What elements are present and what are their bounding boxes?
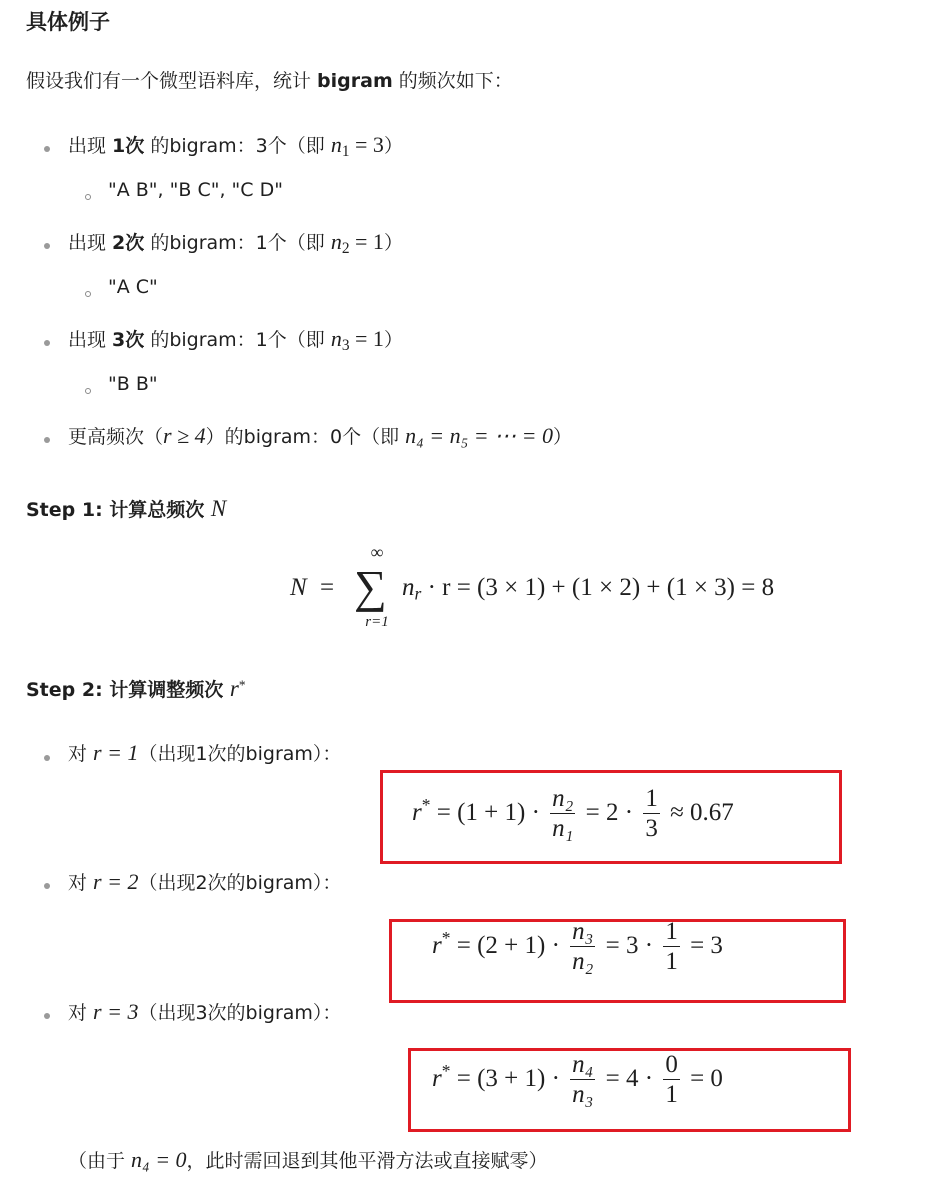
bullet-dot — [44, 755, 50, 761]
sub-bullet-circle — [85, 291, 91, 297]
step1-heading: Step 1: 计算总频次 N — [26, 496, 227, 521]
bullet-dot — [44, 340, 50, 346]
intro-paragraph: 假设我们有一个微型语料库，统计 bigram 的频次如下： — [26, 70, 513, 92]
step2-heading: Step 2: 计算调整频次 r* — [26, 676, 246, 701]
list-sub-item: "A B", "B C", "C D" — [108, 179, 283, 201]
case1-equation: r* = (1 + 1) · $\frac{\text{n₂}}{\text{n₁}}$ = 2 · $\frac{1}{3}$ ≈ 0.67 — [412, 785, 734, 842]
case3-equation: r* = (3 + 1) · $\frac{\text{n₄}}{\text{n₃}}$ = 4 · $\frac{0}{1}$ = 0 — [432, 1051, 723, 1108]
sub-bullet-circle — [85, 194, 91, 200]
list-sub-item: "A C" — [108, 276, 158, 298]
case-item: 对 r = 2（出现2次的bigram）： — [68, 869, 342, 894]
bullet-dot — [44, 1013, 50, 1019]
bullet-dot — [44, 146, 50, 152]
case2-equation: r* = (2 + 1) · $\frac{\text{n₃}}{\text{n₂}}$ = 3 · $\frac{1}{1}$ = 3 — [432, 918, 723, 975]
sub-bullet-circle — [85, 388, 91, 394]
bullet-dot — [44, 243, 50, 249]
list-item: 出现 1次 的bigram：3个（即 $n_1 = 3$） — [68, 132, 403, 160]
case-item: 对 r = 3（出现3次的bigram）： — [68, 999, 342, 1024]
list-item: 出现 2次 的bigram：1个（即 $n_2 = 1$） — [68, 229, 403, 257]
section-heading: 具体例子 — [26, 10, 110, 34]
bullet-dot — [44, 437, 50, 443]
bullet-dot — [44, 883, 50, 889]
list-item: 出现 3次 的bigram：1个（即 $n_3 = 1$） — [68, 326, 403, 354]
case-item: 对 r = 1（出现1次的bigram）： — [68, 740, 342, 765]
footnote: （由于 n₄ = 0，此时需回退到其他平滑方法或直接赋零） — [68, 1147, 548, 1172]
list-item: 更高频次（r ≥ 4）的bigram：0个（即 n₄ = n₅ = ⋯ = 0） — [68, 423, 573, 448]
list-sub-item: "B B" — [108, 373, 158, 395]
